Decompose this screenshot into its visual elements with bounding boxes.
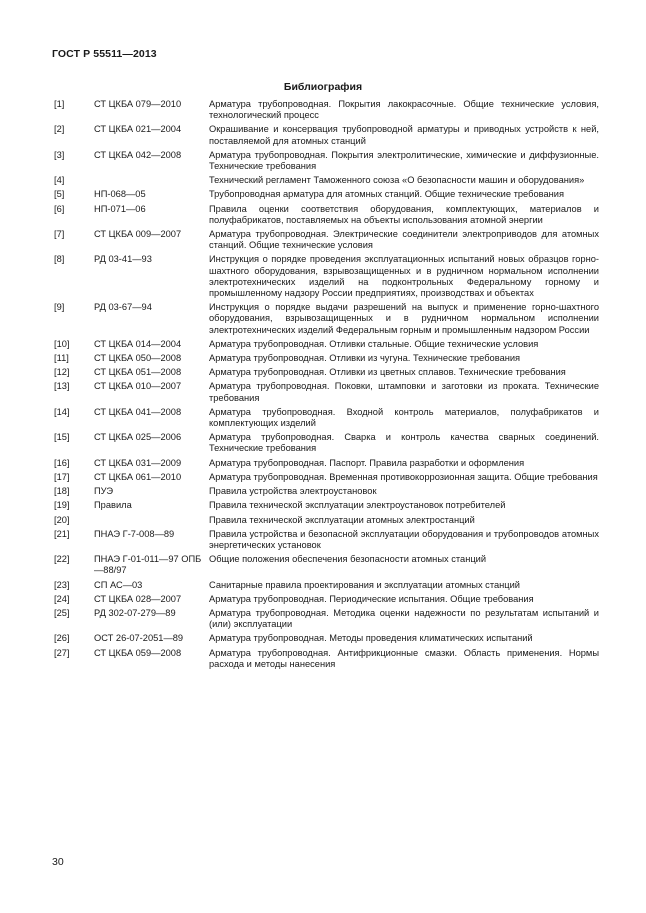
entry-number: [17]	[54, 471, 70, 482]
entry-number: [27]	[54, 647, 70, 658]
entry-description: Инструкция о порядке выдачи разрешений на выпуск и применение горно-шахтного оборудования, взрывозащищенных и в рудничном нормальном исполнении электротехнических изделий Федеральным горным и промышленным надзором России	[209, 302, 599, 335]
entry-description: Окрашивание и консервация трубопроводной арматуры и приводных устройств к ней, поставляемой для атомных станций	[209, 124, 599, 146]
bibliography-entry	[54, 486, 599, 497]
entry-code: СТ ЦКБА 025—2006	[94, 432, 182, 443]
bibliography-entry	[54, 580, 599, 591]
entry-code: РД 03-41—93	[94, 254, 152, 265]
entry-number: [3]	[54, 149, 65, 160]
entry-code: СТ ЦКБА 061—2010	[94, 471, 182, 482]
entry-code: РД 302-07-279—89	[94, 607, 176, 618]
entry-number: [22]	[54, 554, 70, 565]
entry-number: [4]	[54, 175, 65, 186]
entry-code: СТ ЦКБА 079—2010	[94, 99, 182, 109]
entry-description: Арматура трубопроводная. Покрытия электролитические, химические и диффузионные. Технические требования	[209, 149, 599, 172]
entry-number: [9]	[54, 302, 65, 313]
bibliography-entry	[54, 381, 599, 403]
entry-code	[91, 515, 209, 526]
section-title: Библиография	[283, 81, 363, 93]
bibliography-entry	[54, 254, 599, 299]
entry-code: ПУЭ	[94, 486, 114, 497]
bibliography-entry	[54, 175, 599, 186]
entry-number: [10]	[54, 338, 70, 349]
entry-code: Правила	[94, 500, 132, 511]
entry-number: [12]	[54, 367, 70, 378]
entry-description: Правила оценки соответствия оборудования, комплектующих, материалов и полуфабрикатов, поставляемых на объекты использования атомной энергии	[209, 203, 599, 225]
entry-code: СТ ЦКБА 028—2007	[94, 593, 182, 604]
bibliography-entry	[54, 633, 599, 644]
bibliography-entry	[54, 458, 599, 469]
entry-number: [6]	[54, 203, 65, 214]
entry-code: СТ ЦКБА 014—2004	[94, 338, 182, 349]
entry-number: [11]	[54, 353, 69, 364]
bibliography-entry	[54, 500, 599, 511]
entry-code: СТ ЦКБА 051—2008	[94, 367, 182, 378]
entry-number: [2]	[54, 124, 65, 135]
bibliography-entry	[54, 124, 599, 146]
entry-code: СТ ЦКБА 059—2008	[94, 647, 182, 658]
entry-code	[91, 175, 209, 186]
entry-description: Арматура трубопроводная. Поковки, штамповки и заготовки из проката. Технические требования	[209, 381, 599, 403]
bibliography-list	[54, 99, 599, 673]
entry-code: ОСТ 26-07-2051—89	[94, 633, 184, 644]
bibliography-entry	[54, 302, 599, 336]
entry-code: СТ ЦКБА 041—2008	[94, 406, 182, 417]
bibliography-entry	[54, 554, 599, 576]
bibliography-entry	[54, 472, 599, 483]
entry-number: [18]	[54, 486, 70, 497]
bibliography-entry	[54, 353, 599, 364]
entry-description: Арматура трубопроводная. Покрытия лакокрасочные. Общие технические условия, технологический процесс	[209, 99, 599, 121]
entry-description: Арматура трубопроводная. Паспорт. Правила разработки и оформления	[209, 457, 525, 468]
page-number: 30	[52, 856, 64, 868]
entry-description: Арматура трубопроводная. Отливки из цветных сплавов. Технические требования	[209, 367, 566, 378]
entry-description: Правила устройства электроустановок	[209, 486, 377, 497]
entry-description: Общие положения обеспечения безопасности атомных станций	[209, 554, 487, 565]
entry-description: Технический регламент Таможенного союза «О безопасности машин и оборудования»	[209, 175, 585, 186]
entry-number: [25]	[54, 607, 70, 618]
entry-description: Арматура трубопроводная. Электрические соединители электроприводов для атомных станций. Общие технические условия	[209, 229, 599, 251]
document-header: ГОСТ Р 55511—2013	[52, 48, 157, 60]
entry-description: Арматура трубопроводная. Временная противокоррозионная защита. Общие требования	[209, 471, 598, 482]
entry-code: НП-071—06	[94, 203, 146, 214]
entry-code: СТ ЦКБА 042—2008	[94, 149, 182, 160]
bibliography-entry	[54, 229, 599, 251]
entry-description: Арматура трубопроводная. Отливки стальные. Общие технические условия	[209, 338, 539, 349]
entry-code: РД 03-67—94	[94, 302, 152, 313]
entry-description: Инструкция о порядке проведения эксплуатационных испытаний новых образцов горно-шахтного оборудования, взрывозащищенных и в рудничном нормальном исполнении электротехнических изделий на подконтрольных Федеральному горному и промышленному надзору России предприятиях, производствах и объектах	[209, 254, 599, 299]
entry-code: НП-068—05	[94, 189, 146, 200]
entry-code: СТ ЦКБА 009—2007	[94, 229, 182, 240]
entry-code: ПНАЭ Г-01-011—97 ОПБ—88/97	[94, 554, 202, 576]
entry-number: [14]	[54, 406, 70, 417]
entry-number: [20]	[54, 514, 70, 525]
bibliography-entry	[54, 204, 599, 226]
entry-number: [15]	[54, 432, 70, 443]
entry-number: [23]	[54, 579, 70, 590]
entry-description: Правила технической эксплуатации электроустановок потребителей	[209, 500, 506, 511]
entry-number: [26]	[54, 633, 70, 644]
entry-description: Трубопроводная арматура для атомных станций. Общие технические требования	[209, 189, 564, 200]
entry-code: СТ ЦКБА 021—2004	[94, 124, 182, 135]
bibliography-entry	[54, 339, 599, 350]
bibliography-entry	[54, 594, 599, 605]
entry-description: Арматура трубопроводная. Антифрикционные смазки. Область применения. Нормы расхода и методы нанесения	[209, 647, 599, 669]
bibliography-entry	[54, 432, 599, 454]
entry-number: [5]	[54, 189, 65, 200]
entry-description: Арматура трубопроводная. Периодические испытания. Общие требования	[209, 593, 534, 604]
bibliography-entry	[54, 407, 599, 429]
bibliography-entry	[54, 608, 599, 630]
entry-description: Санитарные правила проектирования и эксплуатации атомных станций	[209, 579, 521, 590]
entry-code: СТ ЦКБА 031—2009	[94, 457, 182, 468]
entry-number: [7]	[54, 229, 65, 240]
bibliography-entry	[54, 189, 599, 200]
bibliography-entry	[54, 515, 599, 526]
entry-number: [24]	[54, 593, 70, 604]
bibliography-entry	[54, 648, 599, 670]
bibliography-entry	[54, 150, 599, 172]
bibliography-entry	[54, 529, 599, 551]
entry-code: СТ ЦКБА 010—2007	[94, 381, 182, 392]
entry-code: ПНАЭ Г-7-008—89	[94, 528, 175, 539]
entry-number: [21]	[54, 528, 70, 539]
entry-code: СП АС—03	[94, 579, 143, 590]
entry-number: [19]	[54, 500, 70, 511]
entry-number: [8]	[54, 254, 65, 265]
entry-description: Арматура трубопроводная. Методы проведения климатических испытаний	[209, 633, 533, 644]
entry-number: [16]	[54, 457, 70, 468]
entry-description: Арматура трубопроводная. Методика оценки надежности по результатам испытаний и (или) эксплуатации	[209, 607, 599, 630]
entry-number: [1]	[54, 99, 65, 109]
entry-code: СТ ЦКБА 050—2008	[94, 353, 182, 364]
entry-description: Правила устройства и безопасной эксплуатации оборудования и трубопроводов атомных энергетических установок	[209, 528, 599, 550]
entry-description: Арматура трубопроводная. Сварка и контроль качества сварных соединений. Технические требования	[209, 432, 599, 454]
entry-description: Правила технической эксплуатации атомных электростанций	[209, 514, 475, 525]
bibliography-entry	[54, 367, 599, 378]
entry-number: [13]	[54, 381, 70, 392]
entry-description: Арматура трубопроводная. Входной контроль материалов, полуфабрикатов и комплектующих изделий	[209, 406, 599, 429]
entry-description: Арматура трубопроводная. Отливки из чугуна. Технические требования	[209, 353, 521, 364]
bibliography-entry	[54, 99, 599, 121]
